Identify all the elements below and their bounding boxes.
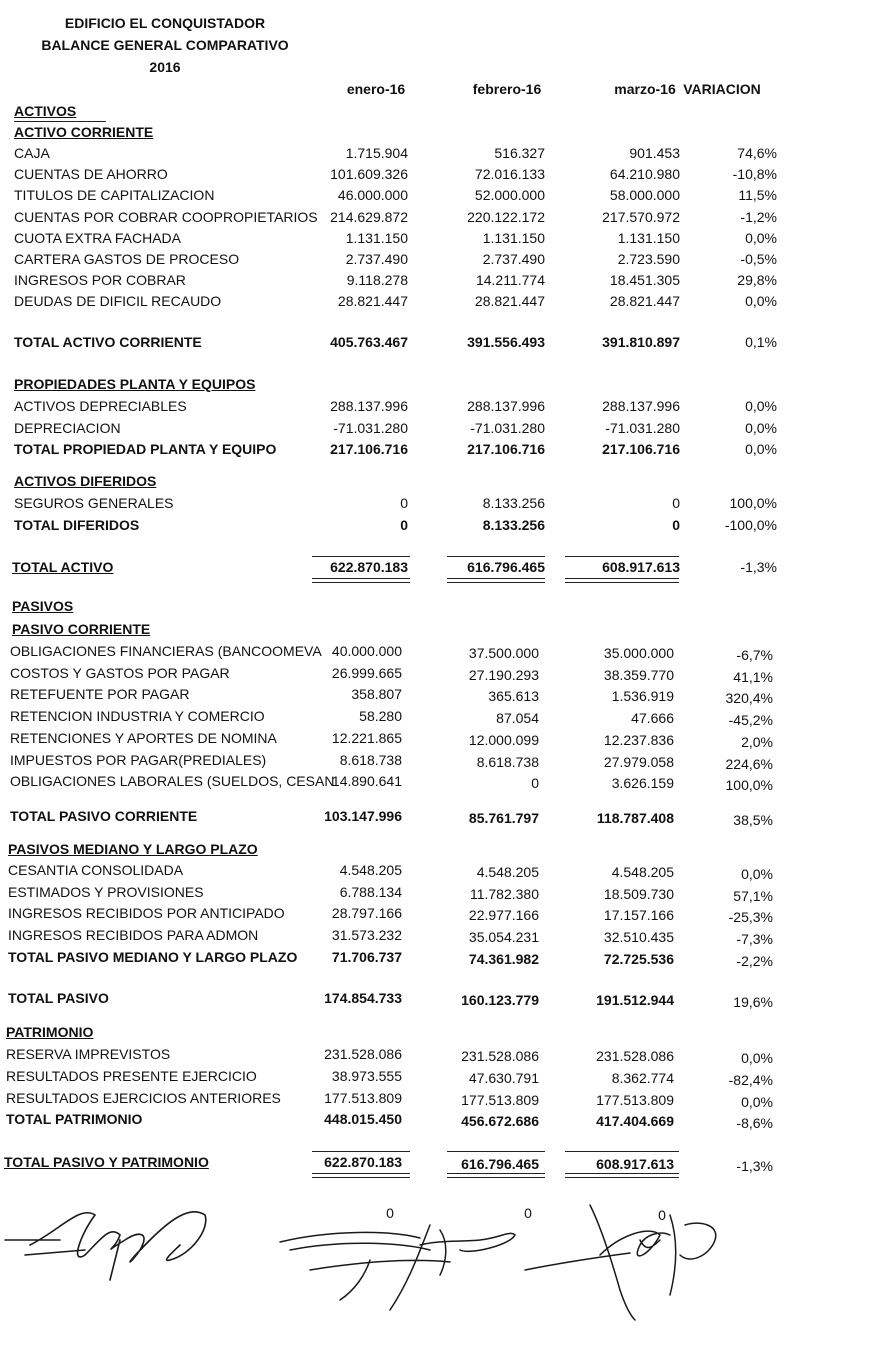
table-row-label: CARTERA GASTOS DE PROCESO <box>14 251 240 267</box>
table-row-mar: 217.570.972 <box>602 209 680 225</box>
total-pasivo-mlp-feb: 74.361.982 <box>468 951 539 967</box>
table-row-feb: 35.054.231 <box>468 929 539 945</box>
total-top-rule <box>565 556 679 557</box>
table-row-mar: 17.157.166 <box>603 907 674 923</box>
total-diferidos-jan: 0 <box>400 517 408 533</box>
table-row-feb: 28.821.447 <box>474 293 545 309</box>
table-row-label: OBLIGACIONES LABORALES (SUELDOS, CESAN <box>10 773 335 789</box>
table-row-jan: 288.137.996 <box>330 398 408 414</box>
table-row-mar: -71.031.280 <box>605 420 680 436</box>
total-activo-corriente-jan: 405.763.467 <box>330 334 408 350</box>
table-row-mar: 0 <box>672 495 680 511</box>
table-row-mar: 4.548.205 <box>611 864 674 880</box>
section-pasivo-mlp: PASIVOS MEDIANO Y LARGO PLAZO <box>8 841 258 857</box>
table-row-label: RESULTADOS EJERCICIOS ANTERIORES <box>6 1090 281 1106</box>
table-row-jan: 38.973.555 <box>331 1068 402 1084</box>
total-top-rule <box>447 1151 545 1152</box>
table-row-var: 224,6% <box>725 756 773 772</box>
table-row-label: RETEFUENTE POR PAGAR <box>10 686 190 702</box>
table-row-feb: 288.137.996 <box>467 398 545 414</box>
table-row-var: -25,3% <box>728 909 773 925</box>
table-row-mar: 2.723.590 <box>617 251 680 267</box>
signature-zero-3: 0 <box>658 1207 666 1223</box>
table-row-var: 0,0% <box>745 293 777 309</box>
table-row-label: CUENTAS DE AHORRO <box>14 166 168 182</box>
table-row-jan: 14.890.641 <box>331 773 402 789</box>
table-row-mar: 32.510.435 <box>603 929 674 945</box>
table-row-var: -7,3% <box>736 931 773 947</box>
table-row-jan: 177.513.809 <box>324 1090 402 1106</box>
section-patrimonio: PATRIMONIO <box>6 1024 94 1040</box>
table-row-var: 0,0% <box>745 230 777 246</box>
table-row-label: COSTOS Y GASTOS POR PAGAR <box>10 665 230 681</box>
table-row-feb: 37.500.000 <box>468 645 539 661</box>
total-diferidos-var: -100,0% <box>724 517 777 533</box>
table-row-mar: 27.979.058 <box>603 754 674 770</box>
table-row-mar: 58.000.000 <box>609 187 680 203</box>
table-row-mar: 3.626.159 <box>611 775 674 791</box>
total-ppe-label: TOTAL PROPIEDAD PLANTA Y EQUIPO <box>14 441 277 457</box>
table-row-var: 100,0% <box>725 777 773 793</box>
table-row-var: 320,4% <box>725 690 773 706</box>
signature-3 <box>520 1195 730 1335</box>
table-row-mar: 64.210.980 <box>609 166 680 182</box>
total-patrimonio-feb: 456.672.686 <box>461 1113 539 1129</box>
total-activo-mar: 608.917.613 <box>602 559 680 575</box>
total-pasivo-corriente-var: 38,5% <box>733 812 773 828</box>
table-row-feb: 8.133.256 <box>482 495 545 511</box>
total-pasivo-patrimonio-label: TOTAL PASIVO Y PATRIMONIO <box>4 1154 209 1170</box>
total-pasivo-patrimonio-jan: 622.870.183 <box>324 1154 402 1170</box>
section-activos: ACTIVOS <box>14 103 77 119</box>
column-header-mar: marzo-16 <box>614 81 676 97</box>
table-row-var: 2,0% <box>741 734 773 750</box>
total-activo-corriente-mar: 391.810.897 <box>602 334 680 350</box>
column-header-feb: febrero-16 <box>472 81 542 97</box>
total-activo-corriente-label: TOTAL ACTIVO CORRIENTE <box>14 334 202 350</box>
table-row-jan: 9.118.278 <box>346 272 408 288</box>
section-activo-corriente: ACTIVO CORRIENTE <box>14 124 154 140</box>
table-row-var: -82,4% <box>728 1072 773 1088</box>
section-pasivo-corriente: PASIVO CORRIENTE <box>12 621 151 637</box>
table-row-jan: 1.715.904 <box>345 145 408 161</box>
section-diferidos: ACTIVOS DIFERIDOS <box>14 473 157 489</box>
total-pasivo-jan: 174.854.733 <box>324 990 402 1006</box>
table-row-jan: 358.807 <box>351 686 402 702</box>
table-row-jan: 8.618.738 <box>339 752 402 768</box>
table-row-jan: 4.548.205 <box>339 862 402 878</box>
table-row-label: RESULTADOS PRESENTE EJERCICIO <box>6 1068 257 1084</box>
total-pasivo-mlp-var: -2,2% <box>736 953 773 969</box>
total-top-rule <box>312 1151 410 1152</box>
table-row-jan: 12.221.865 <box>331 730 402 746</box>
total-double-rule <box>312 578 410 583</box>
table-row-feb: 27.190.293 <box>468 667 539 683</box>
table-row-mar: 12.237.836 <box>603 732 674 748</box>
table-row-feb: 11.782.380 <box>469 886 539 902</box>
total-activo-feb: 616.796.465 <box>467 559 545 575</box>
table-row-feb: 2.737.490 <box>482 251 545 267</box>
table-row-feb: 365.613 <box>488 688 539 704</box>
signature-zero-1: 0 <box>386 1205 394 1221</box>
total-ppe-jan: 217.106.716 <box>330 441 408 457</box>
table-row-label: DEUDAS DE DIFICIL RECAUDO <box>14 293 222 309</box>
table-row-var: 11,5% <box>738 187 777 203</box>
table-row-jan: 46.000.000 <box>337 187 408 203</box>
total-pasivo-patrimonio-var: -1,3% <box>736 1158 773 1174</box>
total-top-rule <box>447 556 545 557</box>
total-pasivo-mlp-mar: 72.725.536 <box>603 951 674 967</box>
table-row-label: RESERVA IMPREVISTOS <box>6 1046 171 1062</box>
table-row-feb: 516.327 <box>494 145 545 161</box>
table-row-mar: 1.536.919 <box>611 688 674 704</box>
table-row-label: RETENCIONES Y APORTES DE NOMINA <box>10 730 277 746</box>
table-row-mar: 18.509.730 <box>603 886 674 902</box>
table-row-mar: 38.359.770 <box>603 667 674 683</box>
total-double-rule <box>447 1173 545 1178</box>
total-pasivo-mlp-jan: 71.706.737 <box>331 949 402 965</box>
section-ppe: PROPIEDADES PLANTA Y EQUIPOS <box>14 376 256 392</box>
table-row-label: ESTIMADOS Y PROVISIONES <box>8 884 204 900</box>
table-row-label: ACTIVOS DEPRECIABLES <box>14 398 187 414</box>
table-row-feb: 177.513.809 <box>461 1092 539 1108</box>
table-row-jan: 2.737.490 <box>345 251 408 267</box>
column-header-var: VARIACION <box>683 81 761 97</box>
table-row-jan: 0 <box>400 495 408 511</box>
table-row-jan: -71.031.280 <box>333 420 408 436</box>
table-row-label: INGRESOS POR COBRAR <box>14 272 186 288</box>
table-row-jan: 58.280 <box>359 708 402 724</box>
total-pasivo-patrimonio-feb: 616.796.465 <box>461 1156 539 1172</box>
total-pasivo-corriente-feb: 85.761.797 <box>468 810 539 826</box>
table-row-label: INGRESOS RECIBIDOS PARA ADMON <box>8 927 259 943</box>
table-row-label: TITULOS DE CAPITALIZACION <box>14 187 215 203</box>
activos-underline <box>14 121 106 122</box>
table-row-jan: 101.609.326 <box>330 166 408 182</box>
table-row-feb: 87.054 <box>496 710 539 726</box>
total-pasivo-corriente-jan: 103.147.996 <box>324 808 402 824</box>
building-name: EDIFICIO EL CONQUISTADOR <box>64 15 266 31</box>
table-row-jan: 26.999.665 <box>331 665 402 681</box>
table-row-feb: 220.122.172 <box>467 209 545 225</box>
total-pasivo-label: TOTAL PASIVO <box>8 990 109 1006</box>
table-row-label: DEPRECIACION <box>14 420 121 436</box>
table-row-jan: 28.821.447 <box>337 293 408 309</box>
table-row-var: 74,6% <box>737 145 777 161</box>
total-diferidos-feb: 8.133.256 <box>482 517 545 533</box>
table-row-var: 0,0% <box>741 866 773 882</box>
table-row-jan: 28.797.166 <box>331 905 402 921</box>
table-row-label: CUENTAS POR COBRAR COOPROPIETARIOS <box>14 209 318 225</box>
table-row-label: CUOTA EXTRA FACHADA <box>14 230 181 246</box>
table-row-var: -1,2% <box>740 209 777 225</box>
total-double-rule <box>312 1173 410 1178</box>
total-ppe-var: 0,0% <box>745 441 777 457</box>
signature-2 <box>270 1200 530 1330</box>
table-row-mar: 231.528.086 <box>596 1048 674 1064</box>
table-row-feb: 8.618.738 <box>476 754 539 770</box>
table-row-var: 0,0% <box>741 1050 773 1066</box>
table-row-mar: 288.137.996 <box>602 398 680 414</box>
table-row-label: IMPUESTOS POR PAGAR(PREDIALES) <box>10 752 267 768</box>
report-title: BALANCE GENERAL COMPARATIVO <box>41 37 289 53</box>
table-row-var: 0,0% <box>745 398 777 414</box>
total-pasivo-mar: 191.512.944 <box>596 992 674 1008</box>
table-row-feb: 1.131.150 <box>482 230 545 246</box>
total-pasivo-mlp-label: TOTAL PASIVO MEDIANO Y LARGO PLAZO <box>8 949 298 965</box>
total-top-rule <box>565 1151 679 1152</box>
total-activo-jan: 622.870.183 <box>330 559 408 575</box>
table-row-var: -10,8% <box>732 166 777 182</box>
table-row-jan: 40.000.000 <box>331 643 402 659</box>
total-pasivo-var: 19,6% <box>733 994 773 1010</box>
signature-1 <box>0 1195 230 1295</box>
total-top-rule <box>312 556 410 557</box>
table-row-mar: 177.513.809 <box>596 1092 674 1108</box>
table-row-label: RETENCION INDUSTRIA Y COMERCIO <box>10 708 265 724</box>
table-row-mar: 1.131.150 <box>617 230 680 246</box>
table-row-jan: 231.528.086 <box>324 1046 402 1062</box>
table-row-var: 0,0% <box>745 420 777 436</box>
total-ppe-feb: 217.106.716 <box>467 441 545 457</box>
table-row-mar: 8.362.774 <box>611 1070 674 1086</box>
total-patrimonio-label: TOTAL PATRIMONIO <box>6 1111 143 1127</box>
table-row-var: 41,1% <box>733 669 773 685</box>
total-pasivo-corriente-label: TOTAL PASIVO CORRIENTE <box>10 808 198 824</box>
table-row-feb: 22.977.166 <box>468 907 539 923</box>
total-pasivo-feb: 160.123.779 <box>461 992 539 1008</box>
table-row-var: 100,0% <box>729 495 777 511</box>
column-header-jan: enero-16 <box>346 81 406 97</box>
table-row-label: OBLIGACIONES FINANCIERAS (BANCOOMEVA <box>10 643 322 659</box>
total-diferidos-label: TOTAL DIFERIDOS <box>14 517 140 533</box>
table-row-var: -6,7% <box>736 647 773 663</box>
table-row-var: -0,5% <box>740 251 777 267</box>
total-activo-corriente-var: 0,1% <box>745 334 777 350</box>
table-row-var: 29,8% <box>737 272 777 288</box>
table-row-mar: 28.821.447 <box>609 293 680 309</box>
table-row-feb: 231.528.086 <box>461 1048 539 1064</box>
table-row-jan: 214.629.872 <box>330 209 408 225</box>
total-patrimonio-var: -8,6% <box>736 1115 773 1131</box>
total-pasivo-patrimonio-mar: 608.917.613 <box>596 1156 674 1172</box>
total-activo-corriente-feb: 391.556.493 <box>467 334 545 350</box>
table-row-mar: 901.453 <box>629 145 680 161</box>
total-diferidos-mar: 0 <box>672 517 680 533</box>
total-double-rule <box>565 1173 679 1178</box>
table-row-var: -45,2% <box>728 712 773 728</box>
section-pasivos: PASIVOS <box>12 598 74 614</box>
table-row-feb: 0 <box>531 775 539 791</box>
total-activo-var: -1,3% <box>740 559 777 575</box>
total-patrimonio-jan: 448.015.450 <box>324 1111 402 1127</box>
table-row-jan: 31.573.232 <box>331 927 402 943</box>
table-row-feb: -71.031.280 <box>470 420 545 436</box>
report-year: 2016 <box>149 59 181 75</box>
table-row-mar: 35.000.000 <box>603 645 674 661</box>
table-row-feb: 14.211.774 <box>475 272 545 288</box>
total-patrimonio-mar: 417.404.669 <box>596 1113 674 1129</box>
table-row-jan: 1.131.150 <box>345 230 408 246</box>
table-row-label: INGRESOS RECIBIDOS POR ANTICIPADO <box>8 905 285 921</box>
table-row-feb: 4.548.205 <box>476 864 539 880</box>
table-row-var: 0,0% <box>741 1094 773 1110</box>
table-row-jan: 6.788.134 <box>339 884 402 900</box>
total-activo-label: TOTAL ACTIVO <box>12 559 114 575</box>
total-pasivo-corriente-mar: 118.787.408 <box>596 810 674 826</box>
total-ppe-mar: 217.106.716 <box>602 441 680 457</box>
table-row-mar: 18.451.305 <box>609 272 680 288</box>
table-row-var: 57,1% <box>733 888 773 904</box>
table-row-mar: 47.666 <box>631 710 674 726</box>
table-row-feb: 72.016.133 <box>474 166 545 182</box>
table-row-feb: 47.630.791 <box>468 1070 539 1086</box>
signature-zero-2: 0 <box>524 1205 532 1221</box>
total-double-rule <box>447 578 545 583</box>
total-double-rule <box>565 578 679 583</box>
table-row-label: SEGUROS GENERALES <box>14 495 174 511</box>
table-row-feb: 12.000.099 <box>468 732 539 748</box>
table-row-label: CAJA <box>14 145 50 161</box>
table-row-feb: 52.000.000 <box>474 187 545 203</box>
table-row-label: CESANTIA CONSOLIDADA <box>8 862 184 878</box>
